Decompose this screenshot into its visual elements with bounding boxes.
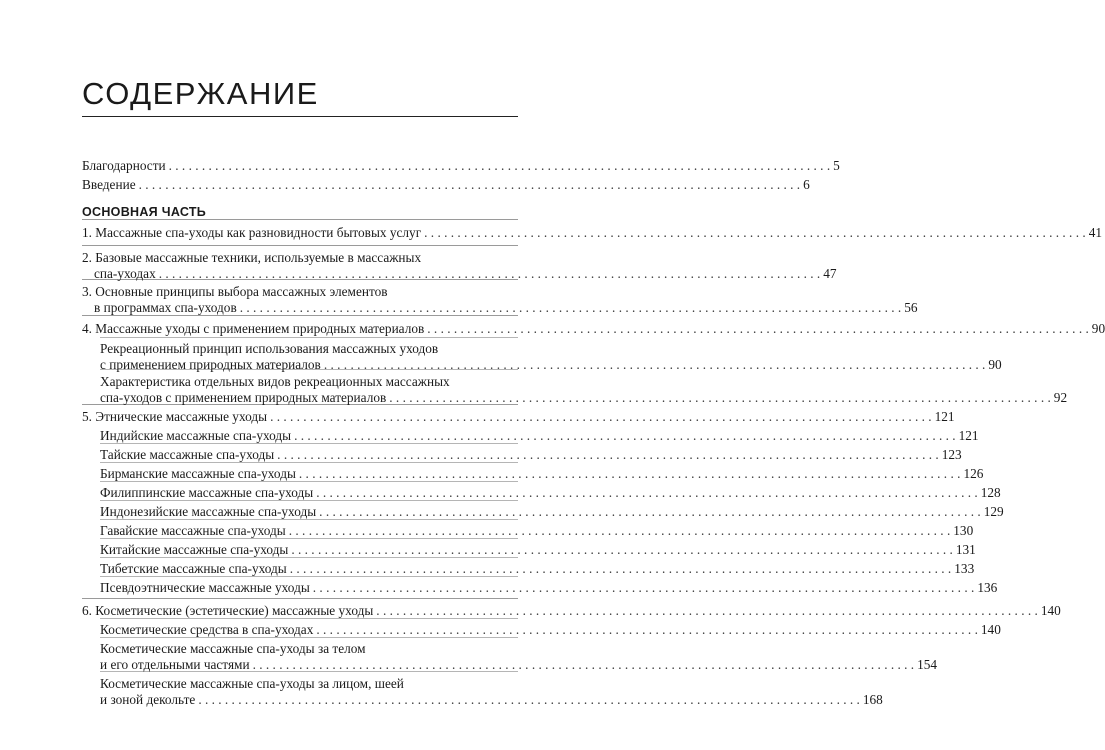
toc-entry[interactable] <box>82 177 810 193</box>
dot-leader <box>316 622 978 638</box>
toc-entry[interactable] <box>100 485 1001 501</box>
toc-entry[interactable] <box>100 504 1004 520</box>
toc-entry-page-number: 5 <box>833 158 840 173</box>
toc-entry-page-number: 6 <box>803 177 810 192</box>
dot-leader <box>313 580 975 596</box>
dot-leader <box>389 390 1051 405</box>
toc-entry-title-line: Рекреационный принцип использования массажных уходов <box>100 341 439 356</box>
toc-entry-title-line: Китайские массажные спа-уходы <box>100 542 289 557</box>
toc-entry-page-number: 154 <box>917 656 938 672</box>
toc-entry-title-line: Псевдоэтнические массажные уходы <box>100 580 310 595</box>
toc-entry-title-line: Филиппинские массажные спа-уходы <box>100 485 314 500</box>
toc-entry[interactable] <box>100 341 1002 372</box>
toc-entry-title-line: в программах спа-уходов <box>94 299 237 315</box>
dot-leader <box>324 357 986 372</box>
toc-entry-title-line: Благодарности <box>82 158 166 173</box>
toc-entry-title-line: и зоной декольте <box>100 691 196 707</box>
dot-leader <box>289 523 951 539</box>
toc-entry-page-number: 168 <box>862 691 883 707</box>
toc-entry[interactable] <box>100 641 938 672</box>
toc-entry-page-number: 140 <box>980 622 1001 637</box>
toc-entry-title-line: 1. Массажные спа-уходы как разновидности бытовых услуг <box>82 225 422 240</box>
dot-leader <box>294 428 956 444</box>
dot-leader <box>139 177 801 193</box>
toc-entry-title-line: 6. Косметические (эстетические) массажные уходы <box>82 603 374 618</box>
toc-entry[interactable] <box>100 447 962 463</box>
toc-entry-title-line: Индонезийские массажные спа-уходы <box>100 504 317 519</box>
toc-entry-page-number: 126 <box>963 466 984 481</box>
toc-entry[interactable] <box>100 523 974 539</box>
toc-entry[interactable] <box>82 250 837 281</box>
toc-entry-page-number: 128 <box>980 485 1001 500</box>
toc-entry-page-number: 47 <box>823 265 837 281</box>
toc-entry-page-number: 129 <box>983 504 1004 519</box>
dot-leader <box>424 225 1086 241</box>
dot-leader <box>299 466 961 482</box>
dot-leader <box>169 158 831 174</box>
toc-entry-page-number: 92 <box>1053 389 1068 405</box>
toc-entry-page-number: 133 <box>954 561 975 576</box>
dot-leader <box>427 321 1089 337</box>
toc-entry-title-line: и его отдельными частями <box>100 656 250 672</box>
dot-leader <box>277 447 939 463</box>
toc-entry[interactable] <box>100 676 883 707</box>
toc-entry-page-number: 140 <box>1040 603 1061 618</box>
toc-entry-title-line: Косметические массажные спа-уходы за лицом, шеей <box>100 676 404 691</box>
toc-entry-title-line: Косметические средства в спа-уходах <box>100 622 314 637</box>
dot-leader <box>316 485 978 501</box>
toc-entry-page-number: 131 <box>955 542 976 557</box>
toc-entry-page-number: 121 <box>958 428 979 443</box>
toc-entry-page-number: 130 <box>953 523 974 538</box>
section-heading: ОСНОВНАЯ ЧАСТЬ <box>82 205 207 219</box>
dot-leader <box>291 542 953 558</box>
toc-entry-page-number: 41 <box>1088 225 1102 240</box>
toc-entry-title-line: 2. Базовые массажные техники, используемые в массажных <box>82 250 422 265</box>
toc-entry[interactable] <box>100 622 1001 638</box>
toc-entry-page-number: 90 <box>988 356 1002 372</box>
toc-entry[interactable] <box>100 542 976 558</box>
entry-separator <box>82 219 518 220</box>
toc-entry-title-line: Введение <box>82 177 136 192</box>
dot-leader <box>270 409 932 425</box>
page-title: СОДЕРЖАНИЕ <box>82 76 319 111</box>
toc-entry[interactable] <box>100 580 998 596</box>
toc-entry-page-number: 123 <box>941 447 962 462</box>
toc-entry-page-number: 56 <box>904 299 918 315</box>
entry-separator <box>82 245 518 246</box>
toc-entry[interactable] <box>82 409 955 425</box>
toc-entry-title-line: Гавайские массажные спа-уходы <box>100 523 286 538</box>
title-underline <box>82 116 518 117</box>
toc-entry-title-line: Тайские массажные спа-уходы <box>100 447 275 462</box>
toc-entry[interactable] <box>100 374 1068 405</box>
toc-entry-title-line: Бирманские массажные спа-уходы <box>100 466 296 481</box>
toc-entry[interactable] <box>100 561 975 577</box>
toc-entry-page-number: 121 <box>934 409 955 424</box>
toc-entry[interactable] <box>82 225 1102 241</box>
toc-entry-title-line: 3. Основные принципы выбора массажных элементов <box>82 284 388 299</box>
toc-entry-title-line: Косметические массажные спа-уходы за телом <box>100 641 366 656</box>
toc-entry-title-line: спа-уходах <box>94 265 156 281</box>
toc-entry-title-line: с применением природных материалов <box>100 356 321 372</box>
dot-leader <box>240 300 902 315</box>
toc-entry[interactable] <box>100 428 979 444</box>
toc-entry-title-line: Характеристика отдельных видов рекреационных массажных <box>100 374 450 389</box>
toc-entry[interactable] <box>82 284 918 315</box>
toc-entry-title-line: спа-уходов с применением природных материалов <box>100 389 387 405</box>
toc-entry[interactable] <box>82 158 840 174</box>
toc-entry-page-number: 136 <box>977 580 998 595</box>
toc-entry-title-line: 4. Массажные уходы с применением природных материалов <box>82 321 425 336</box>
dot-leader <box>159 266 821 281</box>
toc-entry-page-number: 90 <box>1091 321 1105 336</box>
toc-entry-title-line: 5. Этнические массажные уходы <box>82 409 268 424</box>
entry-separator <box>82 598 518 599</box>
toc-entry[interactable] <box>82 321 1105 337</box>
dot-leader <box>376 603 1038 619</box>
entry-separator <box>100 337 518 338</box>
toc-entry-title-line: Индийские массажные спа-уходы <box>100 428 292 443</box>
dot-leader <box>319 504 981 520</box>
toc-entry[interactable] <box>100 466 984 482</box>
dot-leader <box>253 657 915 672</box>
dot-leader <box>290 561 952 577</box>
dot-leader <box>198 692 860 707</box>
toc-entry[interactable] <box>82 603 1061 619</box>
toc-entry-title-line: Тибетские массажные спа-уходы <box>100 561 287 576</box>
entry-separator <box>82 315 518 316</box>
